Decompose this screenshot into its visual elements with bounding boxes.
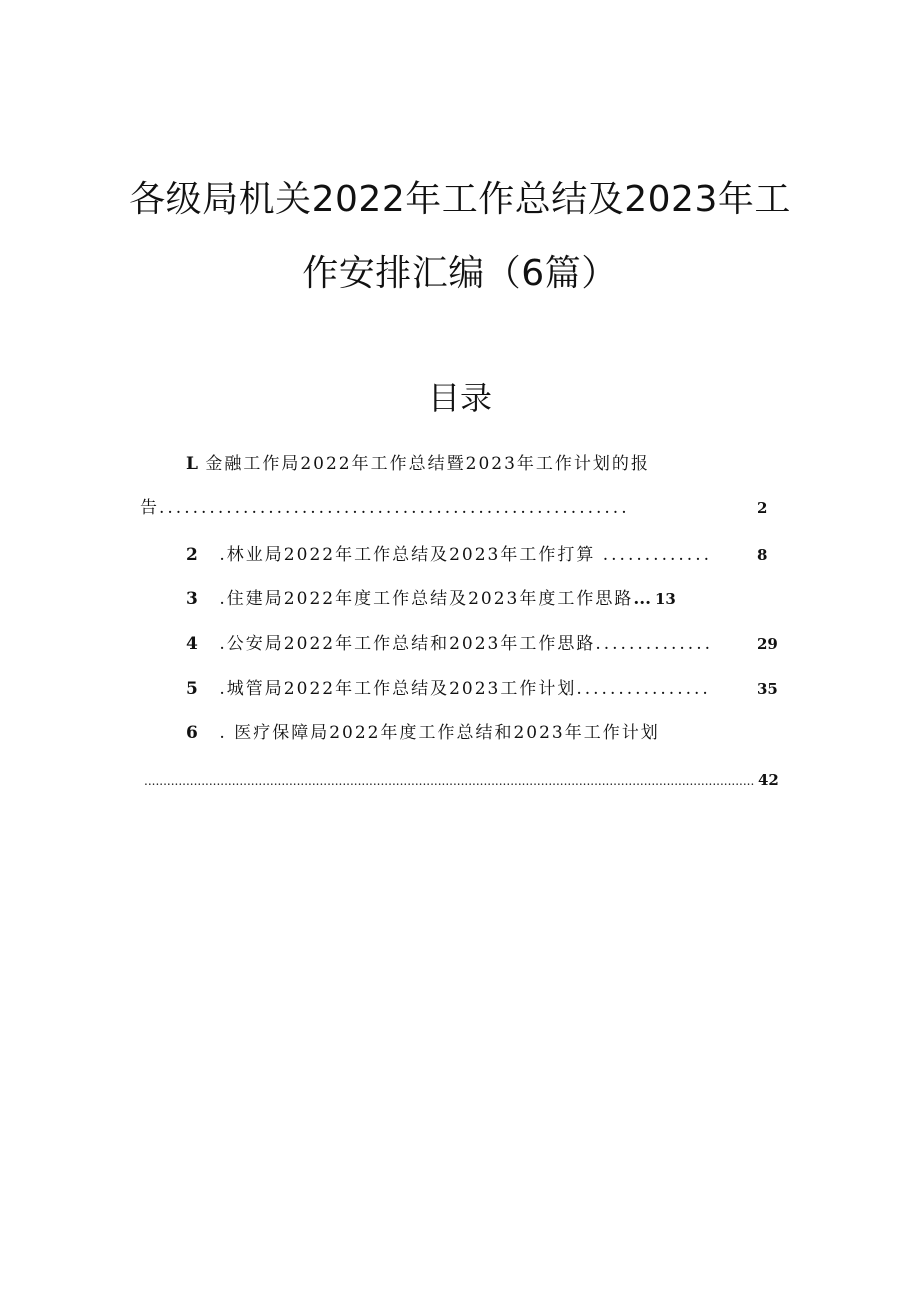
toc-leader-dots: ... — [633, 589, 652, 609]
document-title-line-2: 作安排汇编（6篇） — [302, 253, 618, 294]
toc-entry-title: .城管局2022年工作总结及2023工作计划 — [219, 679, 577, 699]
toc-entry-5[interactable] — [186, 677, 756, 701]
toc-entry-title: .住建局2022年度工作总结及2023年度工作思路 — [219, 589, 634, 609]
toc-entry-title: .公安局2022年工作总结和2023年工作思路 — [219, 634, 596, 654]
toc-entry-page: 29 — [757, 635, 778, 653]
toc-entry-title: 金融工作局2022年工作总结暨2023年工作计划的报 — [205, 454, 650, 474]
toc-entry-page: 2 — [757, 499, 768, 517]
toc-entry-page: 42 — [758, 771, 779, 789]
toc-entry-6[interactable] — [186, 721, 660, 745]
toc-entry-title: .林业局2022年工作总结及2023年工作打算 — [219, 545, 596, 565]
toc-entry-page: 8 — [757, 546, 768, 564]
toc-leader-dots: ................ — [576, 679, 711, 699]
toc-entry-1[interactable] — [186, 452, 650, 476]
toc-entry-1-continuation[interactable] — [140, 496, 760, 520]
toc-entry-number: 4 — [186, 634, 198, 654]
toc-entry-number: 5 — [186, 679, 198, 699]
toc-entry-title-continuation: 告 — [140, 498, 159, 518]
document-title-line-1: 各级局机关2022年工作总结及2023年工 — [129, 179, 791, 220]
toc-entry-6-continuation[interactable] — [144, 768, 756, 793]
toc-entry-number: 6 — [186, 723, 198, 743]
toc-entry-4[interactable] — [186, 632, 756, 656]
toc-leader-dots: .............. — [595, 634, 713, 654]
toc-heading: 目录 — [427, 379, 492, 417]
toc-entry-page: 35 — [757, 680, 778, 698]
toc-leader-dots: ................................................................................................................................................................ — [144, 774, 755, 788]
toc-leader-dots: ........................................................ — [159, 498, 630, 518]
toc-entry-title: . 医疗保障局2022年度工作总结和2023年工作计划 — [219, 723, 660, 743]
toc-entry-3[interactable] — [186, 587, 656, 611]
toc-entry-number: 3 — [186, 589, 198, 609]
toc-entry-2[interactable] — [186, 543, 756, 567]
toc-entry-number: 2 — [186, 545, 198, 565]
toc-leader-dots: ............. — [602, 545, 712, 565]
toc-entry-number: L — [186, 454, 198, 474]
toc-entry-page: 13 — [655, 590, 676, 608]
